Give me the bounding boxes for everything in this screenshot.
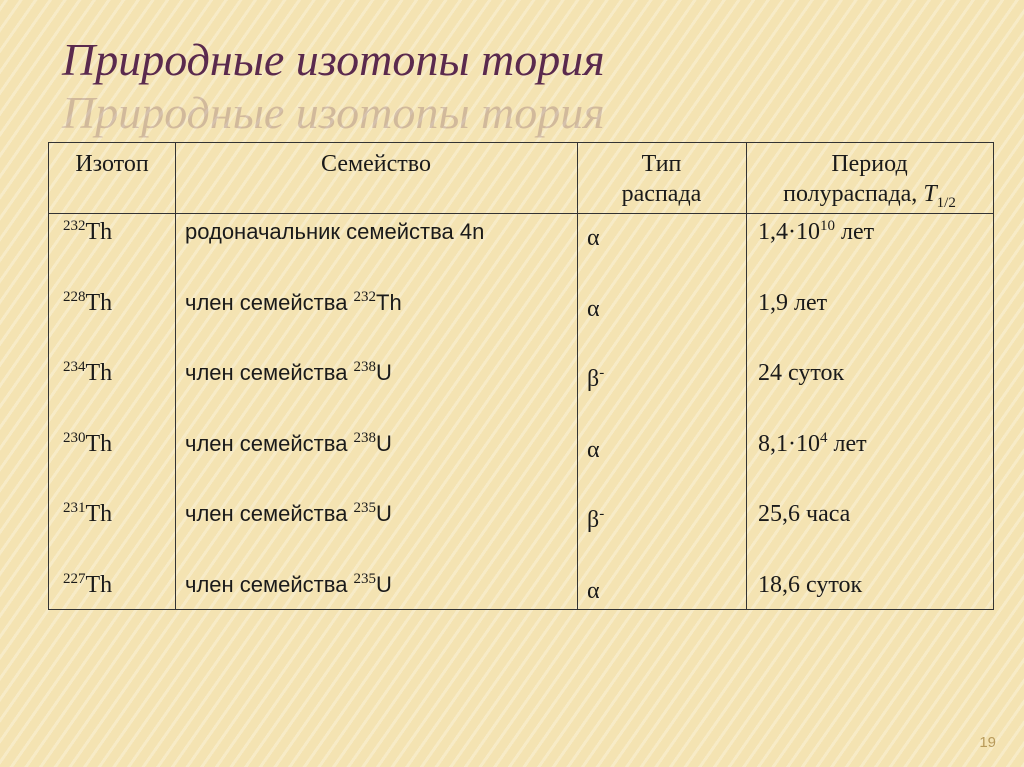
header-decay-line1: Тип xyxy=(641,151,682,177)
family-text: член семейства xyxy=(185,501,354,526)
isotope-element: Th xyxy=(85,571,113,598)
header-period-symbol: T xyxy=(923,181,937,207)
period-unit: лет xyxy=(827,430,867,457)
header-period-line1: Период xyxy=(831,151,908,177)
header-decay xyxy=(577,149,746,209)
isotope-mass: 234 xyxy=(63,359,86,375)
family-mass: 235 xyxy=(353,570,377,587)
period-cell xyxy=(758,217,874,247)
decay-type: α xyxy=(587,577,600,604)
decay-type: β xyxy=(587,507,600,533)
isotope-cell xyxy=(63,499,112,529)
header-period-text: полураспада, xyxy=(783,181,918,207)
decay-type: α xyxy=(587,295,600,322)
family-cell xyxy=(185,358,392,388)
family-element: Th xyxy=(376,289,402,315)
period-cell xyxy=(758,499,850,529)
family-mass: 232 xyxy=(353,288,377,305)
family-text: член семейства xyxy=(185,360,354,385)
isotope-table xyxy=(48,142,994,610)
decay-cell xyxy=(587,364,604,394)
period-value: 1,4·10 xyxy=(758,219,820,245)
period-value: 24 суток xyxy=(758,360,845,386)
family-text: член семейства xyxy=(185,430,354,456)
isotope-mass: 227 xyxy=(63,570,86,587)
isotope-element: Th xyxy=(85,430,113,457)
decay-cell xyxy=(587,223,600,253)
period-cell xyxy=(758,429,867,459)
isotope-element: Th xyxy=(85,501,113,527)
isotope-cell xyxy=(63,358,112,388)
family-element: U xyxy=(376,571,392,597)
family-element: U xyxy=(376,360,392,385)
isotope-mass: 230 xyxy=(63,429,86,446)
period-value: 8,1·10 xyxy=(758,430,820,457)
isotope-cell xyxy=(63,429,112,459)
slide-title: Природные изотопы тория xyxy=(62,34,605,85)
family-text: родоначальник семейства 4n xyxy=(185,219,485,244)
isotope-cell xyxy=(63,288,112,318)
isotope-mass: 232 xyxy=(63,218,86,234)
period-value: 1,9 лет xyxy=(758,289,828,316)
family-text: член семейства xyxy=(185,571,354,597)
decay-type: β xyxy=(587,366,600,392)
page-number: 19 xyxy=(979,734,996,751)
family-mass: 238 xyxy=(353,429,377,446)
family-cell xyxy=(185,499,392,529)
header-period-line2 xyxy=(746,179,993,218)
period-exponent: 4 xyxy=(820,429,828,446)
family-cell xyxy=(185,217,484,247)
isotope-cell xyxy=(63,217,112,247)
isotope-element: Th xyxy=(85,360,113,386)
isotope-mass: 231 xyxy=(63,500,86,516)
period-cell xyxy=(758,358,844,388)
family-element: U xyxy=(376,501,392,526)
decay-type: α xyxy=(587,225,600,251)
isotope-cell xyxy=(63,570,112,600)
period-value: 18,6 суток xyxy=(758,571,863,598)
header-period xyxy=(746,149,993,218)
header-period-sub: 1/2 xyxy=(936,194,956,211)
header-decay-line2: распада xyxy=(621,181,702,207)
isotope-mass: 228 xyxy=(63,288,86,305)
decay-charge: - xyxy=(599,365,605,381)
decay-cell xyxy=(587,505,604,535)
period-unit: лет xyxy=(835,219,875,245)
decay-cell xyxy=(587,576,600,606)
header-isotope: Изотоп xyxy=(75,151,149,177)
isotope-element: Th xyxy=(85,219,113,245)
title-reflection: Природные изотопы тория xyxy=(62,87,605,138)
period-cell xyxy=(758,288,827,318)
family-mass: 235 xyxy=(353,500,377,516)
period-cell xyxy=(758,570,862,600)
header-family: Семейство xyxy=(321,151,431,177)
family-element: U xyxy=(376,430,392,456)
period-value: 25,6 часа xyxy=(758,501,851,527)
period-exponent: 10 xyxy=(820,218,835,234)
family-cell xyxy=(185,570,392,600)
family-cell xyxy=(185,429,392,459)
decay-charge: - xyxy=(599,506,605,522)
family-text: член семейства xyxy=(185,289,354,315)
decay-cell xyxy=(587,294,600,324)
family-cell xyxy=(185,288,402,318)
isotope-element: Th xyxy=(85,289,113,316)
decay-type: α xyxy=(587,436,600,463)
family-mass: 238 xyxy=(353,359,377,375)
decay-cell xyxy=(587,435,600,465)
